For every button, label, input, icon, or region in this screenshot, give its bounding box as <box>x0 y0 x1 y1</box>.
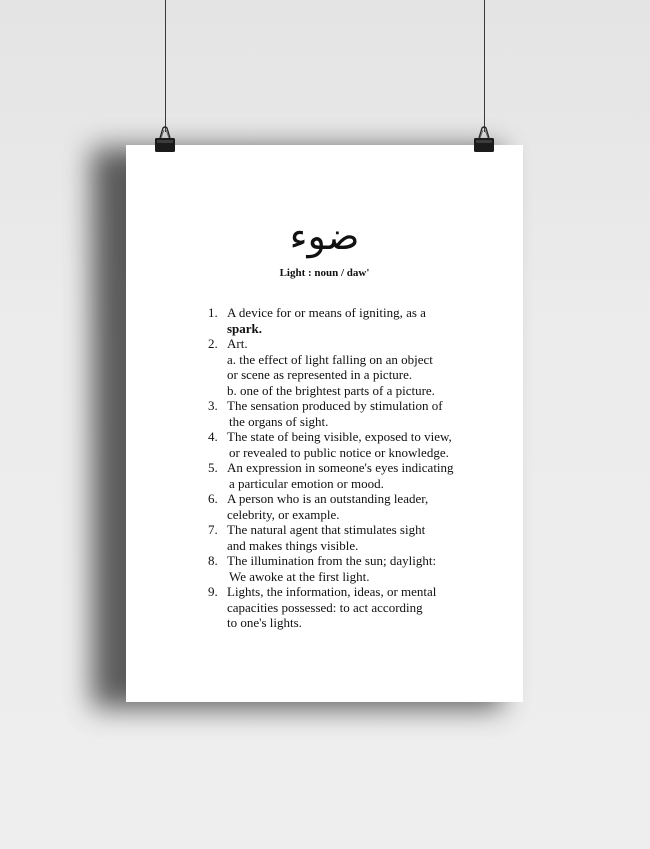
definition-text: The sensation produced by stimulation of <box>227 398 443 413</box>
arabic-title: ضوء <box>289 214 360 258</box>
definition-text: The natural agent that stimulates sight <box>227 522 426 537</box>
definition-item: 9. Lights, the information, ideas, or mental capacities possessed: to act according to one's lights. <box>208 584 508 631</box>
definition-item: 4. The state of being visible, exposed to view, or revealed to public notice or knowledge. <box>208 429 508 460</box>
definition-text: to one's lights. <box>227 615 302 630</box>
definition-item: 7. The natural agent that stimulates sight and makes things visible. <box>208 522 508 553</box>
definition-text: capacities possessed: to act according <box>227 599 423 615</box>
definition-item: 3. The sensation produced by stimulation of the organs of sight. <box>208 398 508 429</box>
definition-text: A device for or means of igniting, as a <box>227 305 426 320</box>
hanging-wire-right <box>484 0 485 132</box>
definition-item: 6. A person who is an outstanding leader, celebrity, or example. <box>208 491 508 522</box>
definition-text: The state of being visible, exposed to view, <box>227 429 452 444</box>
definition-item: 8. The illumination from the sun; daylight: We awoke at the first light. <box>208 553 508 584</box>
definition-text: An expression in someone's eyes indicating <box>227 460 454 475</box>
definition-item: 5. An expression in someone's eyes indicating a particular emotion or mood. <box>208 460 508 491</box>
definition-item: 1. A device for or means of igniting, as a spark. <box>208 305 508 336</box>
definition-text: the organs of sight. <box>229 413 329 429</box>
hanging-wire-left <box>165 0 166 132</box>
definition-list <box>208 305 508 631</box>
definition-text: The illumination from the sun; daylight: <box>227 553 437 568</box>
definition-text: or revealed to public notice or knowledge. <box>229 444 449 460</box>
definition-text: Art. <box>227 336 248 351</box>
definition-subtext: or scene as represented in a picture. <box>227 367 413 382</box>
definition-text: celebrity, or example. <box>227 506 340 522</box>
definition-text: A person who is an outstanding leader, <box>227 491 429 506</box>
definition-example: We awoke at the first light. <box>229 568 370 584</box>
definition-subtext: b. one of the brightest parts of a picture. <box>227 382 435 398</box>
definition-text: a particular emotion or mood. <box>229 475 384 491</box>
definition-bold-word: spark. <box>227 320 263 336</box>
definition-text: and makes things visible. <box>227 537 359 553</box>
poster <box>126 145 523 702</box>
binder-clip-icon <box>154 126 176 154</box>
poster-subtitle: Light : noun / daw' <box>279 267 370 279</box>
definition-text: Lights, the information, ideas, or mental <box>227 584 437 599</box>
binder-clip-icon <box>473 126 495 154</box>
definition-subtext: a. the effect of light falling on an object <box>227 351 433 367</box>
definition-item: 2. Art. a. the effect of light falling on an object or scene as represented in a picture. b. one of the brightest parts of a picture. <box>208 336 508 398</box>
